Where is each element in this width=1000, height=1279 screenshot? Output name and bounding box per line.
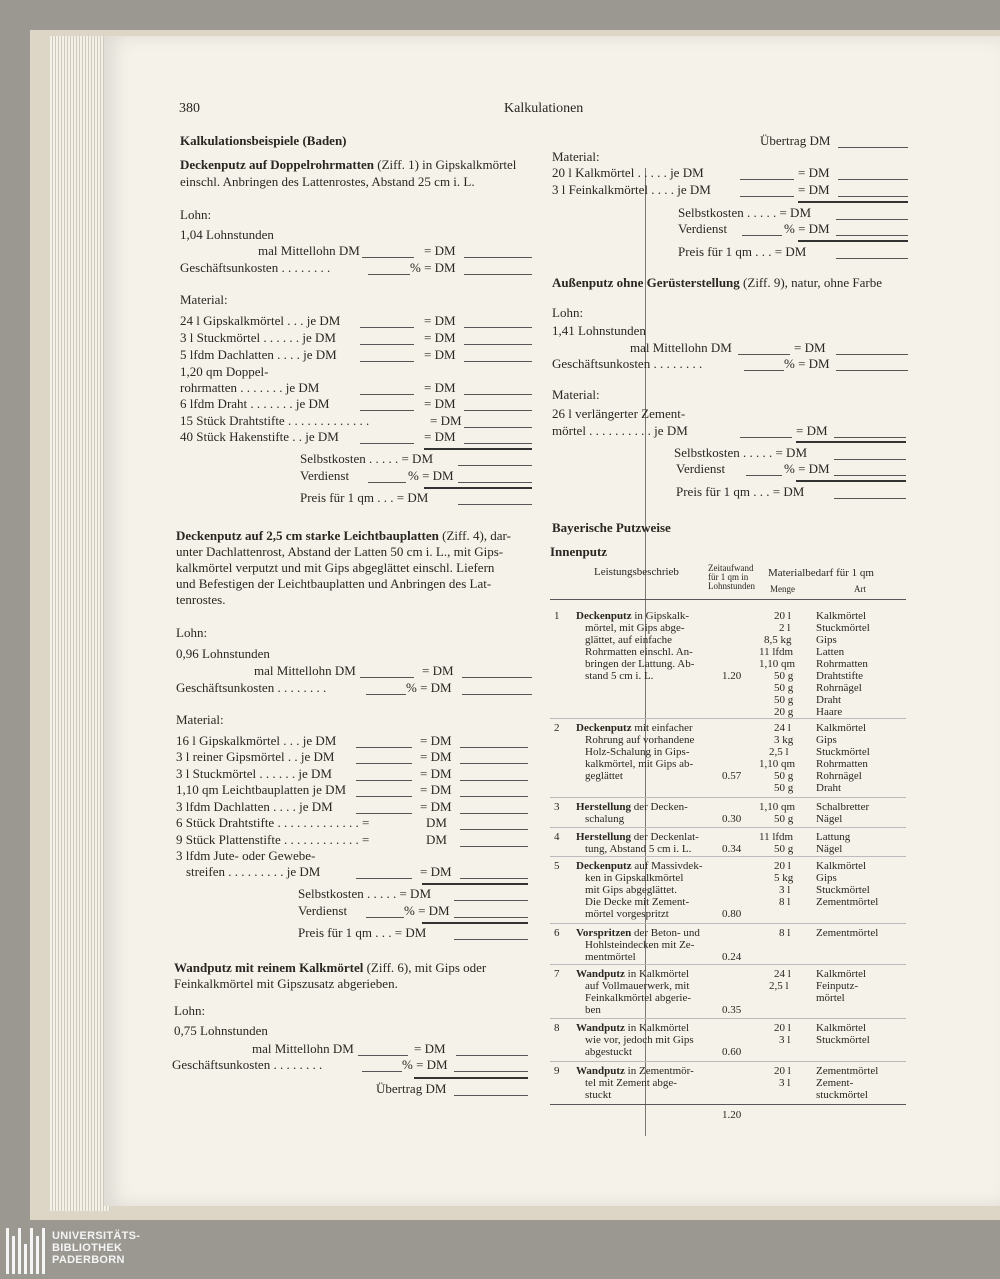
ex4-heading: Außenputz ohne Gerüsterstellung (Ziff. 9), natur, ohne Farbe (552, 275, 882, 290)
row-2-menge-4: 1,10 qm (759, 758, 796, 770)
ex1-mittellohn: mal Mittellohn DM (258, 243, 360, 258)
ex2-verdienst-dm: % = DM (404, 903, 450, 918)
row-4-description-2: tung, Abstand 5 cm i. L. (585, 843, 692, 855)
row-9-menge-1: 20 l (774, 1065, 791, 1077)
r-material-2-dm: = DM (798, 182, 830, 197)
ex1-gemein: Geschäftsunkosten . . . . . . . . (180, 260, 331, 275)
ex2-dm-4: = DM (420, 782, 452, 797)
ex3-eq-dm: = DM (414, 1041, 446, 1056)
row-2-art-1: Kalkmörtel (816, 722, 867, 734)
row-8-menge-2: 3 l (779, 1034, 791, 1046)
ex4-lohn-hours: 1,41 Lohnstunden (552, 323, 646, 338)
r-material-1-dm: = DM (798, 165, 830, 180)
row-7-description-3: Feinkalkmörtel abgerie- (585, 992, 691, 1004)
row-3-art-1: Schalbretter (816, 801, 870, 813)
ex4-preis: Preis für 1 qm . . . = DM (676, 484, 805, 499)
ex2-material-8b: streifen . . . . . . . . . je DM (186, 864, 321, 879)
ex1-dm-1: = DM (424, 313, 456, 328)
ex2-material-7: 9 Stück Plattenstifte . . . . . . . . . . . . = (176, 832, 370, 847)
r-selbstkosten: Selbstkosten . . . . . = DM (678, 205, 812, 220)
row-7-menge-2: 2,5 l (769, 980, 789, 992)
ex1-dm-5: = DM (424, 396, 456, 411)
row-2-description-2: Rohrung auf vorhandene (585, 734, 695, 746)
row-2-menge-2: 3 kg (774, 734, 794, 746)
r-material-1: 20 l Kalkmörtel . . . . . je DM (552, 165, 704, 180)
row-4-number: 4 (554, 831, 560, 843)
ex3-lohn-label: Lohn: (174, 1003, 206, 1018)
ex4-material-1a: 26 l verlängerter Zement- (552, 406, 686, 421)
ex1-material-4a: 1,20 qm Doppel- (180, 364, 269, 379)
row-2-description-3: Holz-Schalung in Gips- (585, 746, 690, 758)
library-logo (6, 1228, 146, 1274)
row-2-description-5: geglättet (585, 770, 623, 782)
row-8-description-1: Wandputz in Kalkmörtel (576, 1022, 690, 1034)
row-5-description-1: Deckenputz auf Massivdek- (576, 860, 703, 872)
r-material-label: Material: (552, 149, 600, 164)
r-verdienst: Verdienst (678, 221, 728, 236)
col-zeit-1: Zeitaufwand (708, 563, 754, 573)
page-edges (50, 36, 110, 1211)
row-3-description-2: schalung (585, 813, 625, 825)
row-2-menge-1: 24 l (774, 722, 791, 734)
row-4-description-1: Herstellung der Deckenlat- (576, 831, 699, 843)
col-art: Art (854, 584, 866, 594)
row-9-number: 9 (554, 1065, 560, 1077)
row-7-description-4: ben (585, 1004, 601, 1016)
ex2-dm-1: = DM (420, 733, 452, 748)
ex1-material-7: 40 Stück Hakenstifte . . je DM (180, 429, 339, 444)
row-1-menge-5: 1,10 qm (759, 658, 796, 670)
row-separator (550, 827, 906, 828)
ex1-verdienst-dm: % = DM (408, 468, 454, 483)
ex1-material-5: 6 lfdm Draht . . . . . . . je DM (180, 396, 330, 411)
row-8-menge-1: 20 l (774, 1022, 791, 1034)
row-2-art-4: Rohrmatten (816, 758, 868, 770)
ex1-material-4b: rohrmatten . . . . . . . je DM (180, 380, 320, 395)
ex4-verdienst-dm: % = DM (784, 461, 830, 476)
row-1-art-6: Drahtstifte (816, 670, 864, 682)
row-6-art-1: Zementmörtel (816, 927, 879, 939)
col-material: Materialbedarf für 1 qm (768, 567, 874, 579)
row-8-zeit: 0.60 (722, 1046, 742, 1058)
ex2-dm-6: DM (426, 815, 447, 830)
ex2-mittellohn: mal Mittellohn DM (254, 663, 356, 678)
ex3-lohn-hours: 0,75 Lohnstunden (174, 1023, 268, 1038)
row-5-description-5: mörtel vorgespritzt (585, 908, 669, 920)
row-6-description-2: Hohlsteindecken mit Ze- (585, 939, 695, 951)
row-2-art-2: Gips (816, 734, 837, 746)
row-1-description-2: mörtel, mit Gips abge- (585, 622, 685, 634)
row-5-number: 5 (554, 860, 560, 872)
row-5-zeit: 0.80 (722, 908, 742, 920)
r-preis: Preis für 1 qm . . . = DM (678, 244, 807, 259)
r-verdienst-dm: % = DM (784, 221, 830, 236)
row-5-art-4: Zementmörtel (816, 896, 879, 908)
ex1-dm-7: = DM (424, 429, 456, 444)
ex1-dm-6: = DM (430, 413, 462, 428)
row-separator (550, 1061, 906, 1062)
row-2-zeit: 0.57 (722, 770, 742, 782)
row-2-description-1: Deckenputz mit einfacher (576, 722, 693, 734)
ex1-dm-4: = DM (424, 380, 456, 395)
ex3-pct-dm: % = DM (402, 1057, 448, 1072)
row-9-description-1: Wandputz in Zementmör- (576, 1065, 694, 1077)
row-1-menge-8: 50 g (774, 694, 794, 706)
ex2-material-3: 3 l Stuckmörtel . . . . . . je DM (176, 766, 332, 781)
ex2-material-4: 1,10 qm Leichtbauplatten je DM (176, 782, 347, 797)
row-7-menge-1: 24 l (774, 968, 791, 980)
row-separator (550, 923, 906, 924)
ex4-mittellohn: mal Mittellohn DM (630, 340, 732, 355)
row-7-description-1: Wandputz in Kalkmörtel (576, 968, 690, 980)
row-5-art-3: Stuckmörtel (816, 884, 870, 896)
row-4-art-2: Nägel (816, 843, 843, 855)
ex1-selbstkosten: Selbstkosten . . . . . = DM (300, 451, 434, 466)
row-separator (550, 964, 906, 965)
ex2-line-5: tenrostes. (176, 592, 226, 607)
ex1-dm-2: = DM (424, 330, 456, 345)
page-number: 380 (179, 101, 200, 116)
row-2-description-4: kalkmörtel, mit Gips ab- (585, 758, 694, 770)
ex1-material-2: 3 l Stuckmörtel . . . . . . je DM (180, 330, 336, 345)
ex2-material-5: 3 lfdm Dachlatten . . . . je DM (176, 799, 333, 814)
row-7-art-2: Feinputz- (816, 980, 859, 992)
ex3-mittellohn: mal Mittellohn DM (252, 1041, 354, 1056)
row-1-description-6: stand 5 cm i. L. (585, 670, 654, 682)
row-1-menge-9: 20 g (774, 706, 794, 718)
ex2-gemein: Geschäftsunkosten . . . . . . . . (176, 680, 327, 695)
row-5-menge-2: 5 kg (774, 872, 794, 884)
ex2-heading: Deckenputz auf 2,5 cm starke Leichtbauplatten (Ziff. 4), dar- (176, 528, 511, 543)
row-7-art-3: mörtel (816, 992, 845, 1004)
row-9-zeit: 1.20 (722, 1109, 742, 1121)
row-8-description-2: wie vor, jedoch mit Gips (585, 1034, 694, 1046)
row-4-menge-1: 11 lfdm (759, 831, 794, 843)
r-material-2: 3 l Feinkalkmörtel . . . . je DM (552, 182, 711, 197)
row-1-description-5: bringen der Lattung. Ab- (585, 658, 695, 670)
ex4-material-dm: = DM (796, 423, 828, 438)
row-1-art-8: Draht (816, 694, 842, 706)
row-9-art-2: Zement- (816, 1077, 854, 1089)
row-2-art-3: Stuckmörtel (816, 746, 870, 758)
ex2-selbstkosten: Selbstkosten . . . . . = DM (298, 886, 432, 901)
ex4-verdienst: Verdienst (676, 461, 726, 476)
row-1-menge-2: 2 l (779, 622, 791, 634)
section-title: Kalkulationsbeispiele (Baden) (180, 133, 347, 148)
ex4-material-label: Material: (552, 387, 600, 402)
row-8-number: 8 (554, 1022, 560, 1034)
ex2-pct-dm: % = DM (406, 680, 452, 695)
ex1-lohn-hours: 1,04 Lohnstunden (180, 227, 274, 242)
table-bottom-rule (550, 1104, 906, 1105)
ex2-lohn-label: Lohn: (176, 625, 208, 640)
row-2-number: 2 (554, 722, 560, 734)
row-5-description-3: mit Gips abgeglättet. (585, 884, 677, 896)
ex2-material-2: 3 l reiner Gipsmörtel . . je DM (176, 749, 335, 764)
ex2-verdienst: Verdienst (298, 903, 348, 918)
row-1-art-3: Gips (816, 634, 837, 646)
ex2-line-4: und Befestigen der Leichtbauplatten und Anbringen des Lat- (176, 576, 492, 591)
ex1-material-3: 5 lfdm Dachlatten . . . . je DM (180, 347, 337, 362)
row-7-description-2: auf Vollmauerwerk, mit (585, 980, 690, 992)
ex1-lohn-label: Lohn: (180, 207, 212, 222)
r-uebertrag: Übertrag DM (760, 133, 831, 148)
logo-line-2: BIBLIOTHEK (52, 1242, 123, 1254)
row-7-number: 7 (554, 968, 560, 980)
row-5-menge-4: 8 l (779, 896, 791, 908)
row-8-art-2: Stuckmörtel (816, 1034, 870, 1046)
row-8-description-3: abgestuckt (585, 1046, 633, 1058)
ex2-material-6: 6 Stück Drahtstifte . . . . . . . . . . . . . = (176, 815, 370, 830)
row-separator (550, 718, 906, 719)
row-1-menge-3: 8,5 kg (764, 634, 792, 646)
ex1-verdienst: Verdienst (300, 468, 350, 483)
row-1-art-1: Kalkmörtel (816, 610, 867, 622)
row-2-art-5: Rohrnägel (816, 770, 862, 782)
ex2-preis: Preis für 1 qm . . . = DM (298, 925, 427, 940)
row-4-art-1: Lattung (816, 831, 851, 843)
row-6-menge-1: 8 l (779, 927, 791, 939)
row-9-art-1: Zementmörtel (816, 1065, 879, 1077)
ex2-dm-7: DM (426, 832, 447, 847)
row-5-description-2: ken in Gipskalkmörtel (585, 872, 684, 884)
row-1-description-1: Deckenputz in Gipskalk- (576, 610, 690, 622)
ex1-description: einschl. Anbringen des Lattenrostes, Abstand 25 cm i. L. (180, 174, 475, 189)
bayern-title: Bayerische Putzweise (552, 520, 671, 535)
ex3-uebertrag: Übertrag DM (376, 1081, 447, 1096)
col-beschrieb: Leistungsbeschrieb (594, 566, 679, 578)
ex4-pct-dm: % = DM (784, 356, 830, 371)
row-4-zeit: 0.34 (722, 843, 742, 855)
row-1-art-9: Haare (816, 706, 843, 718)
row-6-description-3: mentmörtel (585, 951, 636, 963)
row-6-description-1: Vorspritzen der Beton- und (576, 927, 700, 939)
ex2-lohn-hours: 0,96 Lohnstunden (176, 646, 270, 661)
row-3-description-1: Herstellung der Decken- (576, 801, 688, 813)
ex2-material-8a: 3 lfdm Jute- oder Gewebe- (176, 848, 316, 863)
row-1-art-5: Rohrmatten (816, 658, 868, 670)
ex2-dm-2: = DM (420, 749, 452, 764)
ex3-line-2: Feinkalkmörtel mit Gipszusatz abgerieben. (174, 976, 398, 991)
row-1-zeit: 1.20 (722, 670, 742, 682)
row-9-menge-2: 3 l (779, 1077, 791, 1089)
row-2-menge-5: 50 g (774, 770, 794, 782)
row-9-art-3: stuckmörtel (816, 1089, 868, 1101)
row-5-art-2: Gips (816, 872, 837, 884)
row-2-menge-6: 50 g (774, 782, 794, 794)
ex1-preis: Preis für 1 qm . . . = DM (300, 490, 429, 505)
ex3-heading: Wandputz mit reinem Kalkmörtel (Ziff. 6), mit Gips oder (174, 960, 487, 975)
ex4-eq-dm: = DM (794, 340, 826, 355)
row-2-art-6: Draht (816, 782, 842, 794)
row-2-menge-3: 2,5 l (769, 746, 789, 758)
row-1-number: 1 (554, 610, 560, 622)
row-7-zeit: 0.35 (722, 1004, 742, 1016)
row-5-menge-3: 3 l (779, 884, 791, 896)
ex2-line-3: kalkmörtel verputzt und mit Gips abgeglättet einschl. Liefern (176, 560, 495, 575)
ex2-line-2: unter Dachlattenrost, Abstand der Latten 50 cm i. L., mit Gips- (176, 544, 504, 559)
row-8-art-1: Kalkmörtel (816, 1022, 867, 1034)
ex3-gemein: Geschäftsunkosten . . . . . . . . (172, 1057, 323, 1072)
row-1-art-7: Rohrnägel (816, 682, 862, 694)
row-5-art-1: Kalkmörtel (816, 860, 867, 872)
row-7-art-1: Kalkmörtel (816, 968, 867, 980)
col-zeit-3: Lohnstunden (708, 581, 755, 591)
logo-line-1: UNIVERSITÄTS- (52, 1230, 141, 1242)
table-header-rule (550, 599, 906, 600)
row-1-menge-6: 50 g (774, 670, 794, 682)
row-1-art-4: Latten (816, 646, 845, 658)
row-3-art-2: Nägel (816, 813, 843, 825)
ex2-material-1: 16 l Gipskalkmörtel . . . je DM (176, 733, 337, 748)
ex4-lohn-label: Lohn: (552, 305, 584, 320)
row-1-menge-4: 11 lfdm (759, 646, 794, 658)
row-6-number: 6 (554, 927, 560, 939)
ex2-eq-dm: = DM (422, 663, 454, 678)
row-separator (550, 1018, 906, 1019)
row-1-description-3: glättet, auf einfache (585, 634, 673, 646)
row-3-number: 3 (554, 801, 560, 813)
col-zeit-2: für 1 qm in (708, 572, 749, 582)
row-6-zeit: 0.24 (722, 951, 742, 963)
ex1-material-label: Material: (180, 292, 228, 307)
ex4-selbstkosten: Selbstkosten . . . . . = DM (674, 445, 808, 460)
ex1-material-1: 24 l Gipskalkmörtel . . . je DM (180, 313, 341, 328)
ex2-dm-8: = DM (420, 864, 452, 879)
row-9-description-2: tel mit Zement abge- (585, 1077, 677, 1089)
ex1-pct-dm: % = DM (410, 260, 456, 275)
ex1-material-6: 15 Stück Drahtstifte . . . . . . . . . . . . . (180, 413, 370, 428)
row-3-menge-2: 50 g (774, 813, 794, 825)
ex2-material-label: Material: (176, 712, 224, 727)
logo-line-3: PADERBORN (52, 1254, 125, 1266)
book-page (104, 36, 1000, 1206)
row-1-menge-1: 20 l (774, 610, 791, 622)
ex1-heading: Deckenputz auf Doppelrohrmatten (Ziff. 1) in Gipskalkmörtel (180, 157, 517, 172)
running-title: Kalkulationen (504, 101, 584, 116)
row-separator (550, 856, 906, 857)
row-3-zeit: 0.30 (722, 813, 742, 825)
row-5-menge-1: 20 l (774, 860, 791, 872)
row-1-art-2: Stuckmörtel (816, 622, 870, 634)
ex1-dm-3: = DM (424, 347, 456, 362)
row-1-description-4: Rohrmatten einschl. An- (585, 646, 693, 658)
row-3-menge-1: 1,10 qm (759, 801, 796, 813)
row-separator (550, 797, 906, 798)
ex4-gemein: Geschäftsunkosten . . . . . . . . (552, 356, 703, 371)
row-9-description-3: stuckt (585, 1089, 612, 1101)
row-4-menge-2: 50 g (774, 843, 794, 855)
ex1-eq-dm: = DM (424, 243, 456, 258)
row-1-menge-7: 50 g (774, 682, 794, 694)
bayern-subtitle: Innenputz (550, 544, 608, 559)
ex2-dm-3: = DM (420, 766, 452, 781)
ex4-material-1b: mörtel . . . . . . . . . . je DM (552, 423, 688, 438)
col-menge: Menge (770, 584, 795, 594)
row-5-description-4: Die Decke mit Zement- (585, 896, 690, 908)
ex2-dm-5: = DM (420, 799, 452, 814)
